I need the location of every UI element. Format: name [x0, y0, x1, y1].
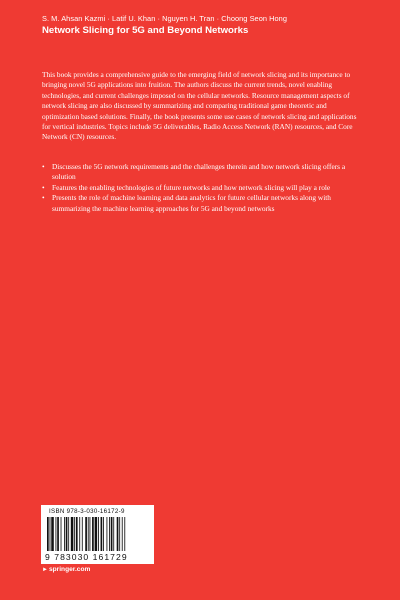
barcode-bar	[88, 517, 89, 551]
barcode-bar	[85, 517, 87, 551]
barcode-bar	[64, 517, 65, 551]
barcode-bar	[124, 517, 125, 551]
barcode-bar	[56, 517, 57, 551]
springer-arrow-icon: ►	[42, 567, 48, 573]
barcode-bar	[119, 517, 120, 551]
book-title: Network Slicing for 5G and Beyond Networks	[42, 25, 249, 36]
feature-list-item	[42, 183, 360, 193]
feature-text: Discusses the 5G network requirements and the challenges therein and how network slicing offers a solution	[52, 162, 346, 182]
feature-list-item	[42, 193, 360, 214]
barcode-bar	[71, 517, 74, 551]
barcode-bar	[76, 517, 78, 551]
barcode-bar	[82, 517, 83, 551]
feature-text: Presents the role of machine learning and data analytics for future cellular networks along with summarizing the machine learning approaches for 5G and beyond networks	[52, 193, 331, 213]
barcode-bar	[107, 517, 108, 551]
barcode-bar	[113, 517, 114, 551]
barcode-bar	[47, 517, 49, 551]
barcode-bar	[111, 517, 113, 551]
publisher-url: springer.com	[48, 566, 91, 573]
author-list: S. M. Ahsan Kazmi · Latif U. Khan · Nguyen H. Tran · Choong Seon Hong	[42, 14, 287, 23]
barcode-bar	[51, 517, 54, 551]
barcode-bar	[68, 517, 69, 551]
book-description: This book provides a comprehensive guide to the emerging field of network slicing and its importance to bringing novel 5G applications into fruition. The authors discuss the current trends, novel enabling technologies, and current challenges imposed on the cellular networks. Resource management aspects of network slicing are also discussed by summarizing and comparing traditional game theoretic and optimization based solutions. Finally, the book presents some use cases of network slicing and applications for vertical industries. Topics include 5G deliverables, Radio Access Network (RAN) resources, and Core Network (CN) resources.	[42, 70, 357, 142]
barcode-bar	[92, 517, 94, 551]
isbn-barcode	[41, 505, 154, 564]
barcode-bar	[66, 517, 68, 551]
barcode-bar	[101, 517, 103, 551]
barcode-bar	[74, 517, 75, 551]
barcode-bar	[50, 517, 51, 551]
isbn-label: ISBN 978-3-030-16172-9	[49, 508, 125, 515]
bullet-icon: •	[42, 162, 45, 171]
feature-text: Features the enabling technologies of future networks and how network slicing will play a role	[52, 182, 331, 192]
barcode-bar	[109, 517, 110, 551]
barcode-bar	[95, 517, 98, 551]
barcode-bar	[117, 517, 119, 551]
barcode-bar	[103, 517, 104, 551]
bullet-icon: •	[42, 182, 45, 192]
feature-list	[42, 162, 360, 214]
publisher-link[interactable]	[42, 566, 90, 573]
barcode-bar	[98, 517, 99, 551]
barcode-bar	[57, 517, 59, 551]
feature-list-item	[42, 162, 360, 183]
bullet-icon: •	[42, 193, 45, 203]
barcode-bar	[61, 517, 62, 551]
barcode-bar	[90, 517, 91, 551]
barcode-icon	[45, 517, 150, 551]
barcode-bar	[79, 517, 80, 551]
barcode-digits: 9 783030 161729	[45, 552, 128, 562]
barcode-bar	[122, 517, 123, 551]
